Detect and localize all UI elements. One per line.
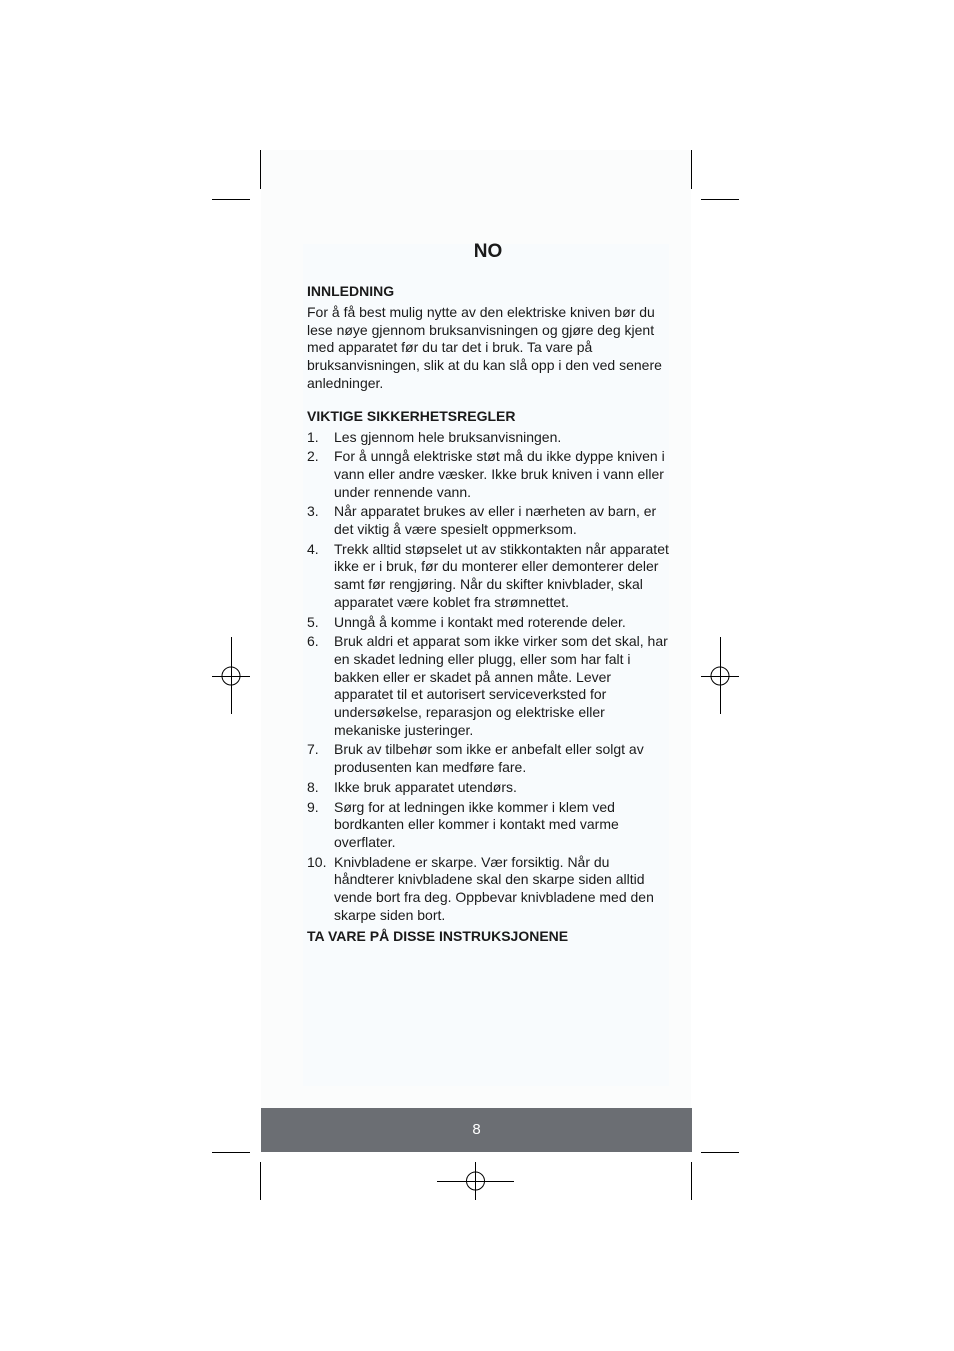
list-item bbox=[307, 503, 669, 538]
list-item-text: Sørg for at ledningen ikke kommer i klem ved bordkanten eller kommer i kontakt med varme overflater. bbox=[334, 798, 619, 850]
intro-paragraph: For å få best mulig nytte av den elektriske kniven bør du lese nøye gjennom bruksanvisningen og gjøre deg kjent med apparatet før du tar det i bruk. Ta vare på bruksanvisningen, slik at du kan slå opp i den ved senere anledninger. bbox=[307, 304, 662, 391]
list-item-text: For å unngå elektriske støt må du ikke dyppe kniven i vann eller andre væsker. Ikke bruk kniven i vann eller under rennende vann. bbox=[334, 448, 665, 500]
list-item-text: Ikke bruk apparatet utendørs. bbox=[334, 778, 517, 795]
list-item-number: 5. bbox=[307, 613, 319, 630]
keep-instructions-heading: TA VARE PÅ DISSE INSTRUKSJONENE bbox=[307, 927, 569, 944]
list-item bbox=[307, 429, 669, 447]
list-item-number: 2. bbox=[307, 448, 319, 465]
list-item bbox=[307, 448, 669, 501]
list-item-number: 9. bbox=[307, 798, 319, 815]
list-item-text: Når apparatet brukes av eller i nærheten av barn, er det viktig å være spesielt oppmerksom. bbox=[334, 503, 657, 538]
list-item-text: Trekk alltid støpselet ut av stikkontakten når apparatet ikke er i bruk, før du monterer eller demonterer deler samt før rengjøring. Når du skifter knivblader, skal apparatet være koblet fra strømnettet. bbox=[334, 540, 669, 610]
list-item-number: 3. bbox=[307, 503, 319, 520]
list-item-text: Bruk aldri et apparat som ikke virker som det skal, har en skadet ledning eller plugg, eller som har falt i bakken eller er skadet på annen måte. Lever apparatet til et autorisert serviceverksted for undersøkelse, reparasjon og elektriske eller mekaniske justeringer. bbox=[334, 633, 668, 738]
list-item-number: 1. bbox=[307, 428, 319, 445]
registration-mark-bottom bbox=[437, 1162, 514, 1200]
list-item-number: 6. bbox=[307, 633, 319, 650]
intro-heading: INNLEDNING bbox=[307, 283, 395, 299]
safety-heading: VIKTIGE SIKKERHETSREGLER bbox=[307, 407, 516, 424]
list-item-text: Knivbladene er skarpe. Vær forsiktig. Når du håndterer knivbladene skal den skarpe siden alltid vende bort fra deg. Oppbevar knivbladene med den skarpe siden bort. bbox=[334, 853, 654, 923]
list-item bbox=[307, 779, 669, 797]
page-number: 8 bbox=[472, 1121, 481, 1138]
list-item bbox=[307, 614, 669, 632]
list-item bbox=[307, 799, 669, 852]
registration-mark-left bbox=[212, 637, 250, 714]
language-heading: NO bbox=[473, 241, 503, 262]
list-item bbox=[307, 541, 669, 612]
list-item-number: 4. bbox=[307, 540, 319, 557]
safety-list bbox=[307, 429, 669, 925]
manual-content bbox=[307, 238, 669, 945]
list-item bbox=[307, 741, 669, 776]
list-item-number: 10. bbox=[307, 853, 327, 870]
list-item bbox=[307, 854, 669, 925]
list-item-number: 8. bbox=[307, 778, 319, 795]
list-item-number: 7. bbox=[307, 741, 319, 758]
page-footer-bar bbox=[261, 1108, 692, 1152]
list-item bbox=[307, 633, 669, 739]
list-item-text: Unngå å komme i kontakt med roterende deler. bbox=[334, 613, 626, 630]
list-item-text: Les gjennom hele bruksanvisningen. bbox=[334, 428, 562, 445]
list-item-text: Bruk av tilbehør som ikke er anbefalt eller solgt av produsenten kan medføre fare. bbox=[334, 741, 644, 776]
registration-mark-right bbox=[701, 637, 739, 714]
